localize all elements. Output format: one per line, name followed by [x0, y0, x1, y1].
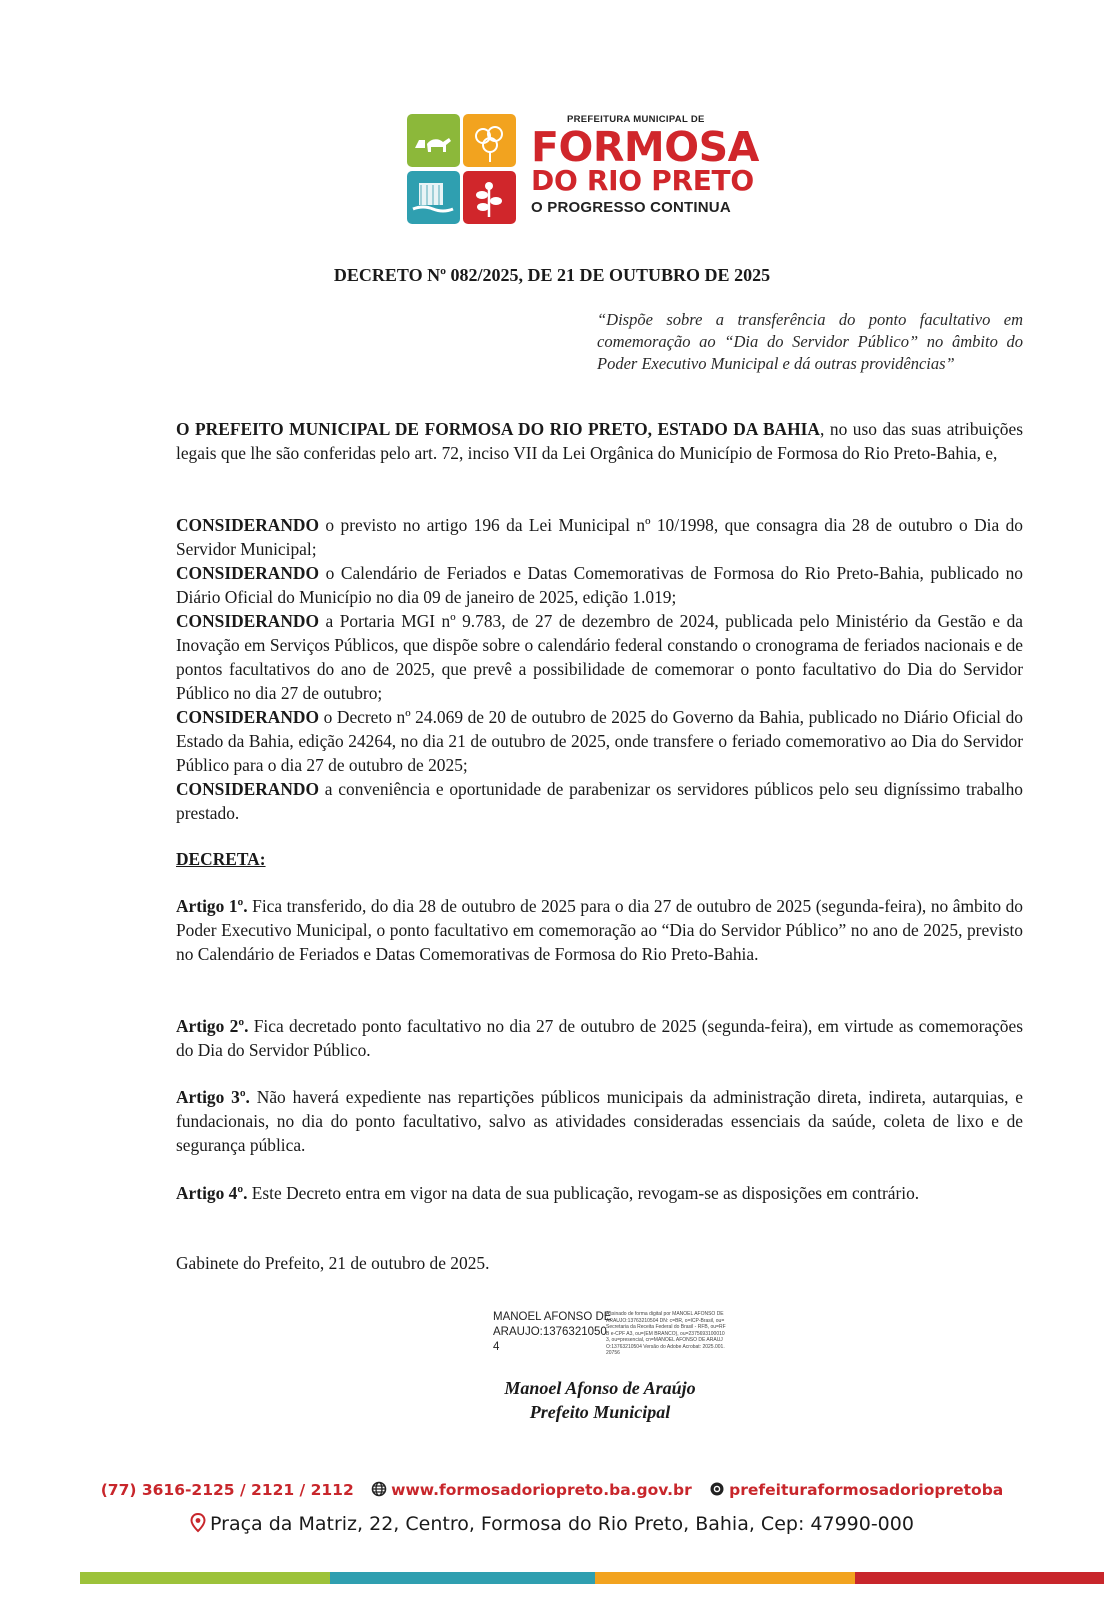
- considerando-item: CONSIDERANDO o previsto no artigo 196 da Lei Municipal nº 10/1998, que consagra dia 28 de outubro o Dia do Servidor Municipal;: [176, 515, 1023, 559]
- footer-address-line: [0, 1513, 1104, 1535]
- signer-block: [0, 1376, 1104, 1424]
- closing-line: Gabinete do Prefeito, 21 de outubro de 2025.: [176, 1253, 490, 1273]
- city-logo: [407, 114, 767, 226]
- instagram-icon: [709, 1481, 725, 1497]
- considerando-item: CONSIDERANDO a conveniência e oportunidade de parabenizar os servidores públicos pelo seu digníssimo trabalho prestado.: [176, 779, 1023, 823]
- preamble-text: , no uso das suas atribuições legais que lhe são conferidas pelo art. 72, inciso VII da Lei Orgânica do Município de Formosa do Rio Preto-Bahia, e,: [176, 419, 1023, 463]
- footer-bar-orange: [595, 1572, 855, 1584]
- article-1: Artigo 1º. Fica transferido, do dia 28 de outubro de 2025 para o dia 27 de outubro de 2025 (segunda-feira), no âmbito do Poder Executivo Municipal, o ponto facultativo em comemoração ao “Dia do Servidor Público” no ano de 2025, previsto no Calendário de Feriados e Datas Comemorativas de Formosa do Rio Preto-Bahia.: [176, 896, 1023, 964]
- footer-phones: (77) 3616-2125 / 2121 / 2112: [100, 1481, 354, 1499]
- considerando-item: CONSIDERANDO o Calendário de Feriados e Datas Comemorativas de Formosa do Rio Preto-Bahia, publicado no Diário Oficial do Município no dia 09 de janeiro de 2025, edição 1.019;: [176, 563, 1023, 607]
- preamble: [176, 417, 1023, 465]
- prefeitura-label: PREFEITURA MUNICIPAL DE: [567, 114, 705, 125]
- decreta-heading: DECRETA:: [176, 849, 266, 869]
- footer-contacts: [0, 1481, 1104, 1499]
- globe-icon: [371, 1481, 387, 1497]
- digital-signature-details: Assinado de forma digital por MANOEL AFONSO DE ARAUJO:13763210504 DN: c=BR, o=ICP-Brasil, ou=Secretaria da Receita Federal do Brasil - RFB, ou=RFB e-CPF A3, ou=(EM BRANCO), ou=23756931000103, ou=presencial, cn=MANOEL AFONSO DE ARAUJO:13763210504 Versão do Adobe Acrobat: 2025.001.20756: [606, 1311, 726, 1356]
- considerando-item: CONSIDERANDO a Portaria MGI nº 9.783, de 27 de dezembro de 2024, publicada pelo Ministério da Gestão e da Inovação em Serviços Públicos, que dispõe sobre o calendário federal constando o cronograma de feriados nacionais e de pontos facultativos do ano de 2025, que prevê a possibilidade de comemorar o ponto facultativo do Dia do Servidor Público no dia 27 de outubro;: [176, 611, 1023, 703]
- preamble-authority: O PREFEITO MUNICIPAL DE FORMOSA DO RIO PRETO, ESTADO DA BAHIA: [176, 419, 820, 439]
- city-name-line1: FORMOSA: [531, 123, 759, 171]
- city-name-line2: DO RIO PRETO: [531, 164, 754, 197]
- cotton-tile-icon: [463, 114, 516, 167]
- logo-brand-text: [531, 114, 771, 216]
- footer-instagram[interactable]: prefeituraformosadoriopretoba: [729, 1481, 1004, 1499]
- article-3: Artigo 3º. Não haverá expediente nas repartições públicos municipais da administração direta, indireta, autarquias, e fundacionais, no dia do ponto facultativo, salvo as atividades consideradas essenciais da saúde, coleta de lixo e de segurança pública.: [176, 1087, 1023, 1155]
- location-pin-icon: [190, 1513, 206, 1533]
- article-2: Artigo 2º. Fica decretado ponto facultativo no dia 27 de outubro de 2025 (segunda-feira), em virtude as comemorações do Dia do Servidor Público.: [176, 1016, 1023, 1060]
- waterfall-tile-icon: [407, 171, 460, 224]
- decree-title: DECRETO Nº 082/2025, DE 21 DE OUTUBRO DE 2025: [333, 265, 771, 285]
- footer-website[interactable]: www.formosadoriopreto.ba.gov.br: [391, 1481, 692, 1499]
- footer-bar-green: [80, 1572, 330, 1584]
- digital-signature: [493, 1310, 726, 1370]
- signer-name: Manoel Afonso de Araújo: [504, 1378, 696, 1398]
- considerando-list: [176, 513, 1023, 825]
- footer-bar-red: [855, 1572, 1104, 1584]
- signer-role: Prefeito Municipal: [529, 1402, 671, 1422]
- footer-bar-teal: [330, 1572, 595, 1584]
- footer-address: Praça da Matriz, 22, Centro, Formosa do Rio Preto, Bahia, Cep: 47990-000: [210, 1513, 914, 1535]
- considerando-item: CONSIDERANDO o Decreto nº 24.069 de 20 de outubro de 2025 do Governo da Bahia, publicado no Diário Oficial do Estado da Bahia, edição 24264, no dia 21 de outubro de 2025, onde transfere o feriado comemorativo ao Dia do Servidor Público para o dia 27 de outubro de 2025;: [176, 707, 1023, 775]
- slogan: O PROGRESSO CONTINUA: [531, 199, 731, 216]
- article-4: Artigo 4º. Este Decreto entra em vigor na data de sua publicação, revogam-se as disposições em contrário.: [176, 1183, 920, 1203]
- decree-ementa: “Dispõe sobre a transferência do ponto facultativo em comemoração ao “Dia do Servidor Público” no âmbito do Poder Executivo Municipal e dá outras providências”: [597, 310, 1023, 373]
- digital-signature-name: MANOEL AFONSO DE ARAUJO:13763210504: [493, 1311, 612, 1353]
- logo-tiles: [407, 114, 519, 226]
- plant-tile-icon: [463, 171, 516, 224]
- cattle-tile-icon: [407, 114, 460, 167]
